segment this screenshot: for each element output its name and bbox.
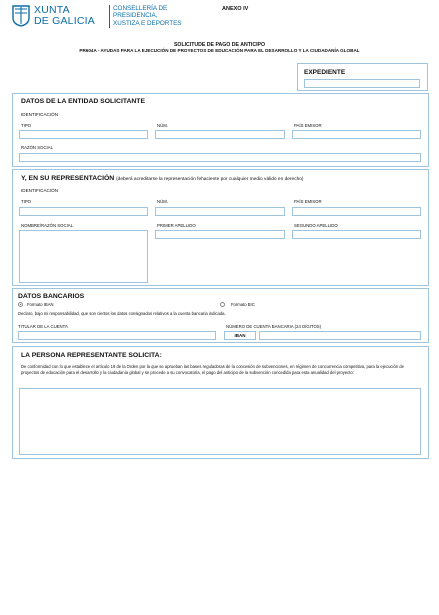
logo-text [34, 5, 95, 27]
department-name [113, 5, 181, 27]
entidad-section [12, 93, 429, 167]
logo-divider [109, 5, 110, 28]
rep-apellido1-label: PRIMER APELLIDO [157, 223, 196, 228]
entidad-num-label: NÚM. [157, 123, 168, 128]
entidad-tipo-label: TIPO [21, 123, 32, 128]
expediente-input[interactable] [304, 79, 420, 88]
bancarios-title: DATOS BANCARIOS [18, 293, 85, 300]
rep-apellido1-input[interactable] [155, 230, 285, 239]
rep-apellido2-label: SEGUNDO APELLIDO [294, 223, 338, 228]
entidad-razon-input[interactable] [19, 153, 421, 162]
titular-input[interactable] [18, 331, 216, 340]
solicita-section [12, 346, 429, 459]
solicita-textarea[interactable] [19, 388, 421, 455]
logo-line-1: XUNTA [34, 4, 70, 16]
rep-tipo-input[interactable] [19, 207, 148, 216]
dept-line-3: XUSTIZA E DEPORTES [113, 19, 182, 27]
iban-prefix: IBAN [224, 331, 256, 340]
entidad-tipo-input[interactable] [19, 130, 148, 139]
formato-iban-label: Formato IBAN [27, 302, 54, 307]
rep-num-input[interactable] [155, 207, 285, 216]
rep-nombre-input[interactable] [19, 230, 148, 283]
dept-line-2: PRESIDENCIA, [113, 12, 158, 20]
rep-tipo-label: TIPO [21, 199, 32, 204]
numero-cuenta-label: NÚMERO DE CUENTA BANCARIA (24 DÍGITOS) [226, 324, 322, 329]
rep-pais-input[interactable] [292, 207, 421, 216]
dept-line-1: CONSELLERÍA DE [113, 5, 168, 12]
rep-num-label: NÚM. [157, 199, 168, 204]
solicita-title: LA PERSONA REPRESENTANTE SOLICITA: [21, 352, 162, 359]
logo-line-2: DE GALICIA [34, 15, 95, 27]
form-title: SOLICITUDE DE PAGO DE ANTICIPO [173, 42, 266, 48]
formato-bic-label: Formato BIC [231, 302, 255, 307]
form-subtitle: PR604A - AYUDAS PARA LA EJECUCIÓN DE PROYECTOS DE EDUCACIÓN PARA EL DESARROLLO Y LA CIUDADANÍA GLOBAL [79, 48, 360, 53]
expediente-label: EXPEDIENTE [304, 69, 346, 76]
entidad-razon-label: RAZÓN SOCIAL [21, 145, 53, 150]
xunta-crest-icon [12, 5, 30, 27]
annex-label: ANEXO IV [222, 6, 249, 12]
bancarios-section [12, 288, 429, 343]
rep-nombre-label: NOMBRE/RAZÓN SOCIAL [21, 223, 74, 228]
formato-bic-radio[interactable] [220, 302, 225, 307]
representacion-identificacion: IDENTIFICACIÓN [21, 188, 59, 193]
rep-pais-label: PAÍS EMISOR [294, 199, 322, 204]
entidad-pais-input[interactable] [292, 130, 421, 139]
entidad-num-input[interactable] [155, 130, 285, 139]
titular-label: TITULAR DE LA CUENTA [18, 324, 68, 329]
expediente-box [297, 63, 428, 91]
solicita-text: De conformidad con lo que establece el artículo 19 de la Orden por la que se aprueban las bases reguladoras de la concesión de subvenciones, en régimen de concurrencia competitiva, para la ejecución de proyectos de educación para el desarrollo y la ciudadanía global y se procede a su convocatoria, el pago del anticipo de la subvención concedida para esta anualidad del proyecto: [21, 364, 404, 376]
xunta-logo [12, 4, 182, 30]
representacion-note: (deberá acreditarse la representación fehaciente por cualquier medio válido en derecho) [116, 177, 304, 182]
entidad-pais-label: PAÍS EMISOR [294, 123, 322, 128]
formato-iban-radio[interactable] [18, 302, 23, 307]
representacion-section [12, 169, 429, 286]
entidad-identificacion: IDENTIFICACIÓN [21, 112, 59, 117]
representacion-title-text: Y, EN SU REPRESENTACIÓN [21, 175, 115, 182]
entidad-title: DATOS DE LA ENTIDAD SOLICITANTE [21, 98, 145, 105]
representacion-title [21, 175, 304, 182]
numero-cuenta-input[interactable] [259, 331, 421, 340]
rep-apellido2-input[interactable] [292, 230, 421, 239]
bancarios-declaro: Declaro, bajo mi responsabilidad, que son ciertos los datos consignados relativos a la cuenta bancaria indicada. [18, 311, 226, 316]
